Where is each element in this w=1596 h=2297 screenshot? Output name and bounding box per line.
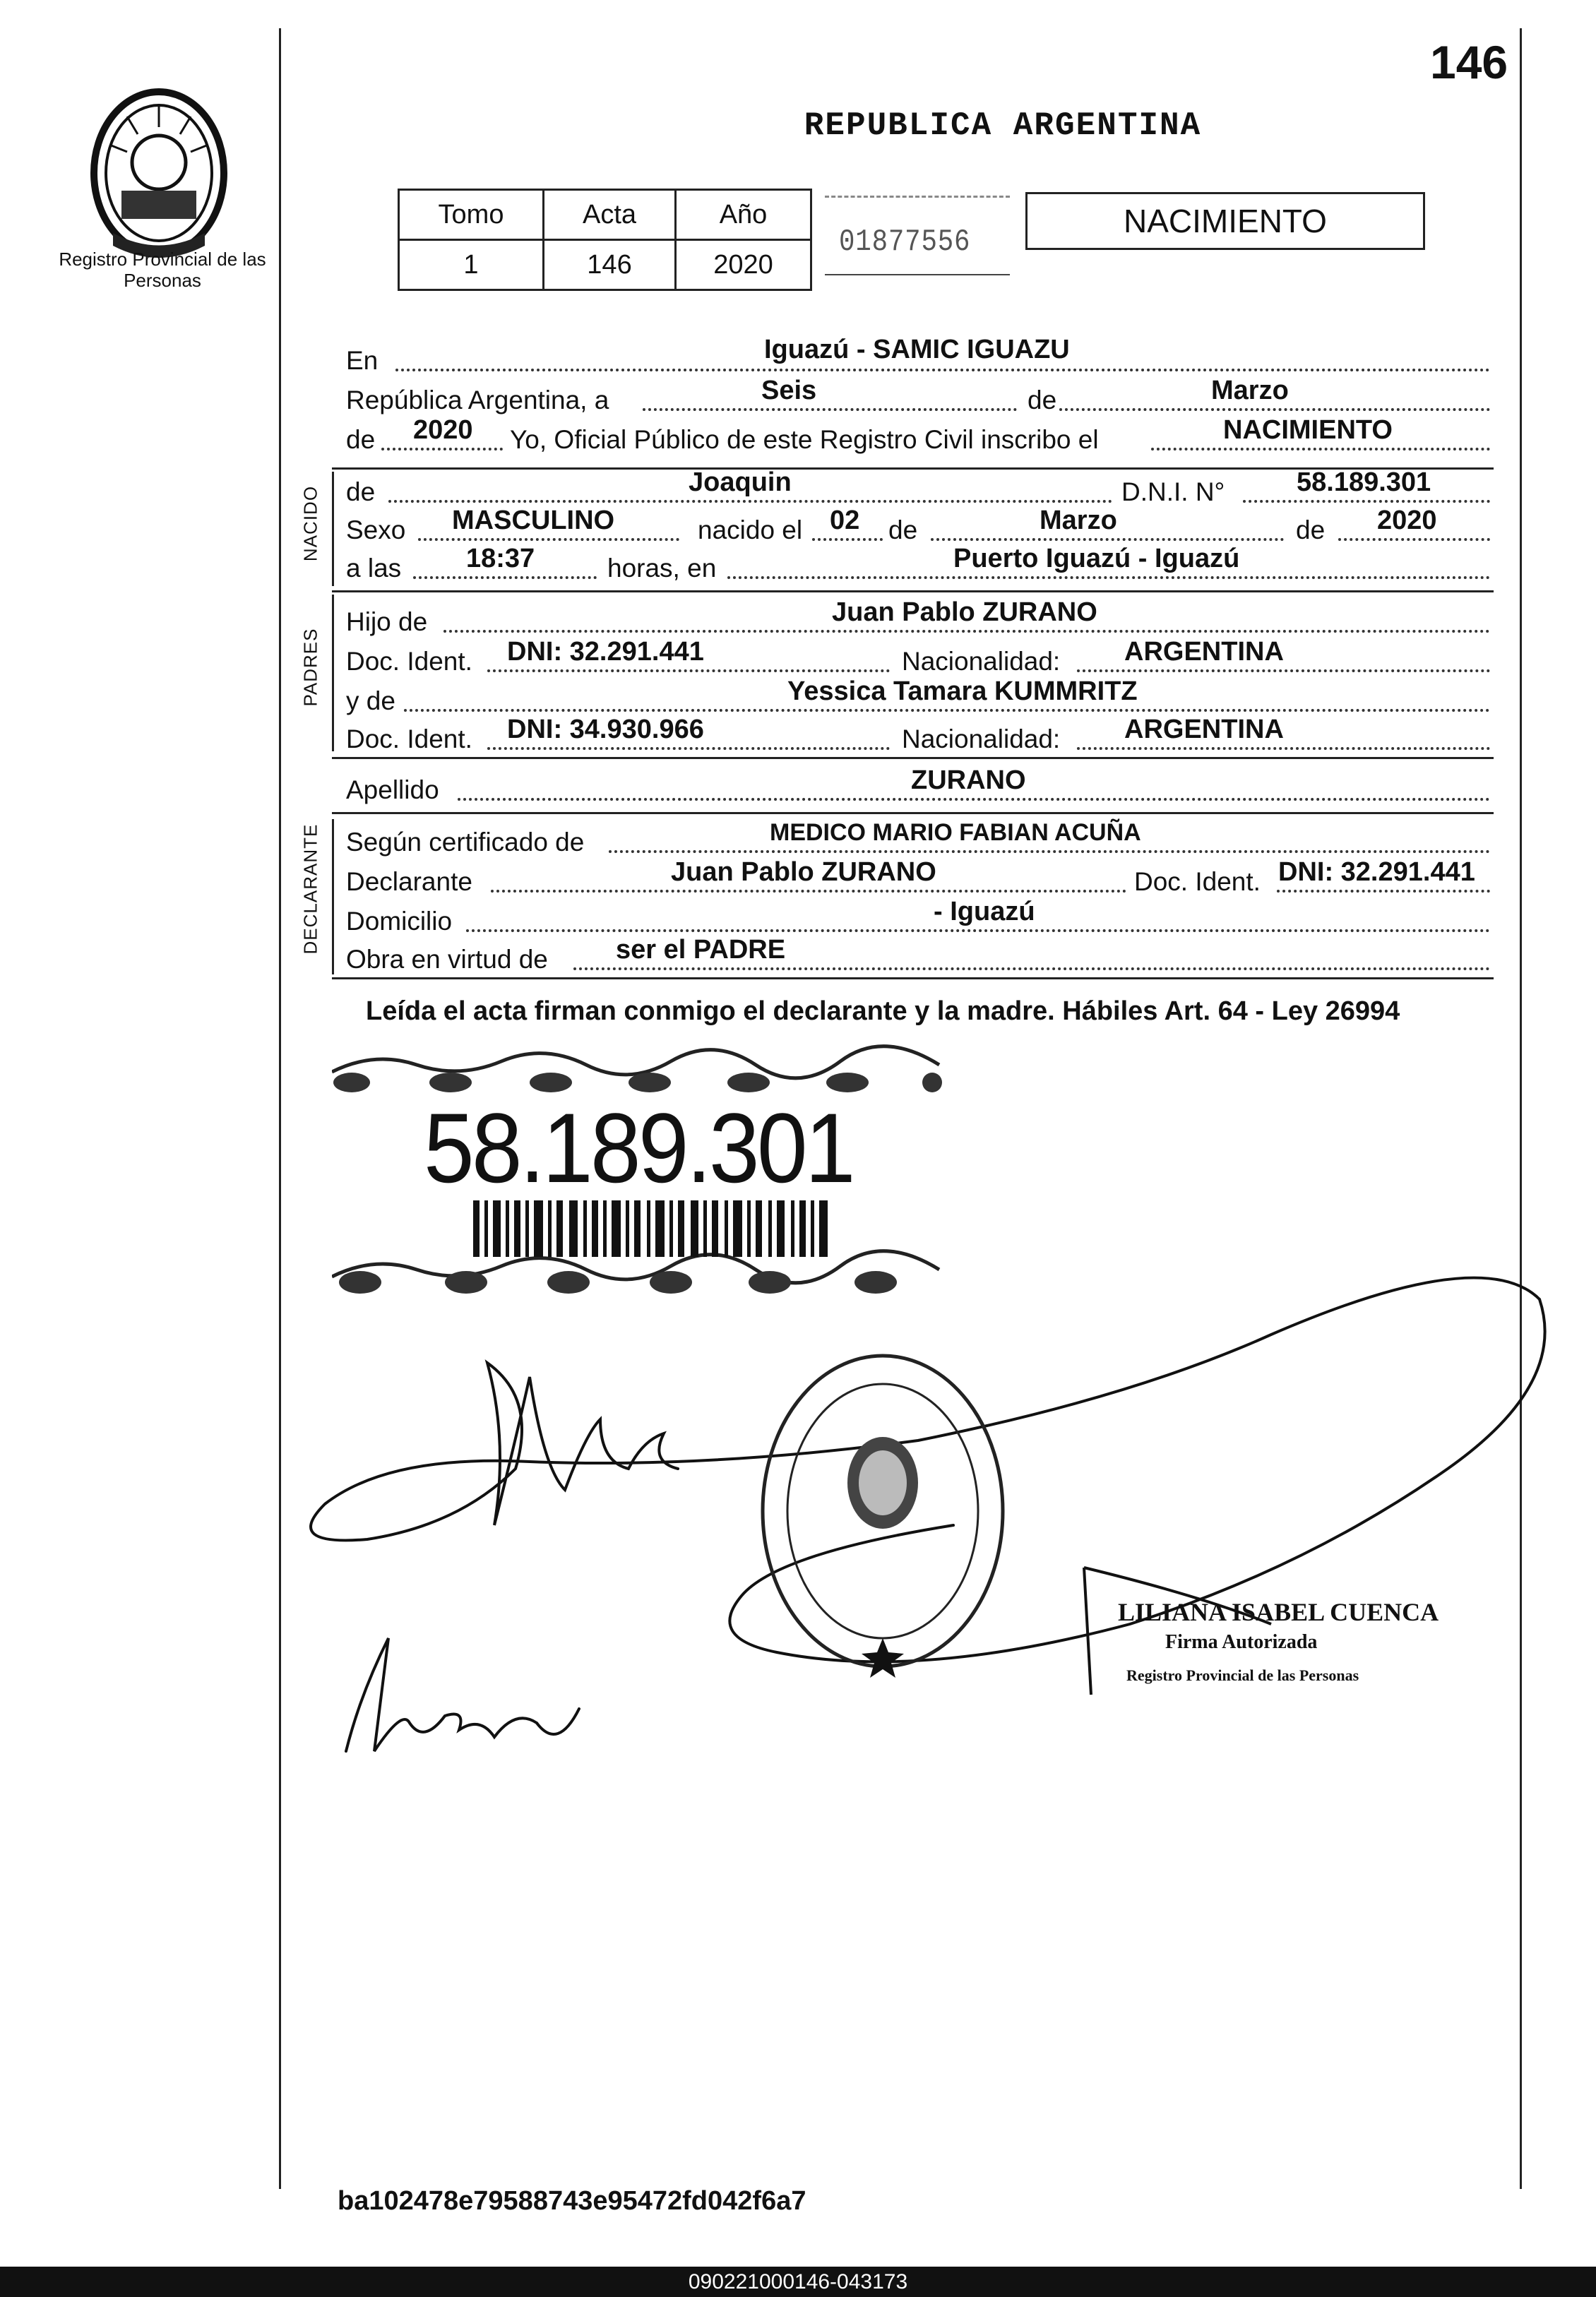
year-value: 2020: [413, 415, 473, 445]
document-title: REPUBLICA ARGENTINA: [804, 107, 1202, 144]
domicilio-label: Domicilio: [346, 907, 453, 936]
father-nationality: ARGENTINA: [1124, 637, 1284, 667]
mother-name: Yessica Tamara KUMMRITZ: [787, 676, 1138, 706]
signer-role: Firma Autorizada: [1165, 1631, 1318, 1653]
segun-label: Según certificado de: [346, 828, 585, 857]
hijo-label: Hijo de: [346, 607, 428, 636]
table-cell: 2020: [676, 240, 811, 290]
dotted-line: [573, 967, 1490, 970]
dni-label: D.N.I. N°: [1121, 477, 1225, 506]
section-bracket: [332, 819, 334, 974]
doc-ident-label: Doc. Ident.: [1134, 867, 1261, 896]
document-hash: ba102478e79588743e95472fd042f6a7: [338, 2186, 806, 2216]
dotted-line: [1151, 448, 1490, 451]
sticker-dni-number: 58.189.301: [424, 1092, 853, 1203]
republica-label: República Argentina, a: [346, 386, 609, 414]
certificate-value: MEDICO MARIO FABIAN ACUÑA: [770, 819, 1141, 846]
padres-side-label: PADRES: [299, 628, 321, 707]
en-label: En: [346, 346, 379, 375]
apellido-value: ZURANO: [911, 765, 1026, 795]
dotted-line: [466, 929, 1490, 932]
registry-name: Registro Provincial de las Personas: [59, 249, 266, 291]
birth-year: 2020: [1377, 506, 1437, 535]
section-divider: [332, 757, 1494, 759]
section-divider: [332, 977, 1494, 979]
birth-place: Puerto Iguazú - Iguazú: [953, 544, 1240, 573]
dotted-line: [812, 538, 883, 541]
table-header: Tomo: [399, 190, 544, 240]
record-table: [398, 189, 812, 291]
apellido-label: Apellido: [346, 775, 439, 804]
dotted-line: [418, 538, 679, 541]
child-dni: 58.189.301: [1297, 467, 1431, 497]
section-divider: [332, 590, 1494, 592]
section-bracket: [332, 472, 334, 586]
nacido-side-label: NACIDO: [299, 485, 321, 562]
domicilio-value: - Iguazú: [934, 897, 1035, 926]
birth-day: 02: [830, 506, 860, 535]
dotted-line: [491, 890, 1126, 893]
child-name: Joaquin: [689, 467, 792, 497]
obra-value: ser el PADRE: [616, 935, 786, 965]
section-divider: [332, 812, 1494, 814]
dotted-line: [609, 850, 1490, 853]
declarante-label: Declarante: [346, 867, 472, 896]
dotted-line: [1077, 669, 1490, 672]
page-number: 146: [1430, 36, 1508, 88]
dotted-line: [1338, 538, 1490, 541]
doc-ident-label: Doc. Ident.: [346, 647, 472, 676]
dotted-line: [487, 669, 890, 672]
de-label: de: [1028, 386, 1057, 414]
de-label: de: [346, 477, 376, 506]
declarante-doc: DNI: 32.291.441: [1278, 857, 1475, 887]
birth-month: Marzo: [1040, 506, 1117, 535]
nacido-label: nacido el: [698, 515, 803, 544]
table-header: Acta: [544, 190, 676, 240]
dotted-line: [395, 369, 1490, 371]
mother-doc: DNI: 34.930.966: [507, 715, 704, 744]
right-margin-line: [1520, 28, 1522, 2189]
declarante-side-label: DECLARANTE: [299, 823, 321, 955]
serial-number: 01877556: [839, 225, 971, 260]
signatures-and-stamp: [282, 1257, 1554, 1822]
dotted-line: [388, 500, 1112, 503]
doc-ident-label: Doc. Ident.: [346, 724, 472, 753]
birth-time: 18:37: [466, 544, 535, 573]
de-label: de: [1296, 515, 1326, 544]
dotted-line: [413, 576, 597, 579]
signer-organization: Registro Provincial de las Personas: [1126, 1666, 1359, 1684]
nacionalidad-label: Nacionalidad:: [902, 724, 1061, 753]
dotted-line: [487, 747, 890, 750]
nacionalidad-label: Nacionalidad:: [902, 647, 1061, 676]
dotted-line: [1059, 408, 1490, 411]
y-de-label: y de: [346, 686, 395, 715]
sexo-value: MASCULINO: [452, 506, 615, 535]
footer-code: 090221000146-043173: [0, 2267, 1596, 2297]
table-cell: 146: [544, 240, 676, 290]
father-doc: DNI: 32.291.441: [507, 637, 704, 667]
signer-name: LILIANA ISABEL CUENCA: [1118, 1598, 1439, 1626]
dotted-line: [727, 576, 1490, 579]
document-title-wrap: [0, 107, 1596, 144]
left-margin-line: [279, 28, 281, 2189]
dotted-line: [458, 798, 1490, 801]
de-label: de: [888, 515, 918, 544]
month-value: Marzo: [1211, 376, 1289, 405]
document-type-box: NACIMIENTO: [1025, 192, 1425, 250]
dotted-line: [643, 408, 1017, 411]
section-bracket: [332, 595, 334, 751]
father-name: Juan Pablo ZURANO: [832, 597, 1097, 627]
dotted-line: [381, 448, 503, 451]
a-las-label: a las: [346, 554, 402, 583]
dotted-line: [1243, 500, 1490, 503]
dotted-line: [931, 538, 1284, 541]
obra-label: Obra en virtud de: [346, 945, 548, 974]
dotted-line: [404, 709, 1490, 712]
table-cell: 1: [399, 240, 544, 290]
horas-label: horas, en: [607, 554, 717, 583]
oficial-text: Yo, Oficial Público de este Registro Civil inscribo el: [510, 425, 1099, 454]
de-label: de: [346, 425, 376, 454]
closing-text: Leída el acta firman conmigo el declarante y la madre. Hábiles Art. 64 - Ley 26994: [366, 996, 1400, 1026]
declarante-value: Juan Pablo ZURANO: [671, 857, 936, 887]
en-value: Iguazú - SAMIC IGUAZU: [764, 335, 1070, 364]
dotted-line: [1277, 890, 1490, 893]
dotted-line: [1077, 747, 1490, 750]
day-value: Seis: [761, 376, 817, 405]
act-value: NACIMIENTO: [1223, 415, 1393, 445]
sexo-label: Sexo: [346, 515, 406, 544]
table-header: Año: [676, 190, 811, 240]
dotted-line: [443, 630, 1490, 633]
mother-nationality: ARGENTINA: [1124, 715, 1284, 744]
